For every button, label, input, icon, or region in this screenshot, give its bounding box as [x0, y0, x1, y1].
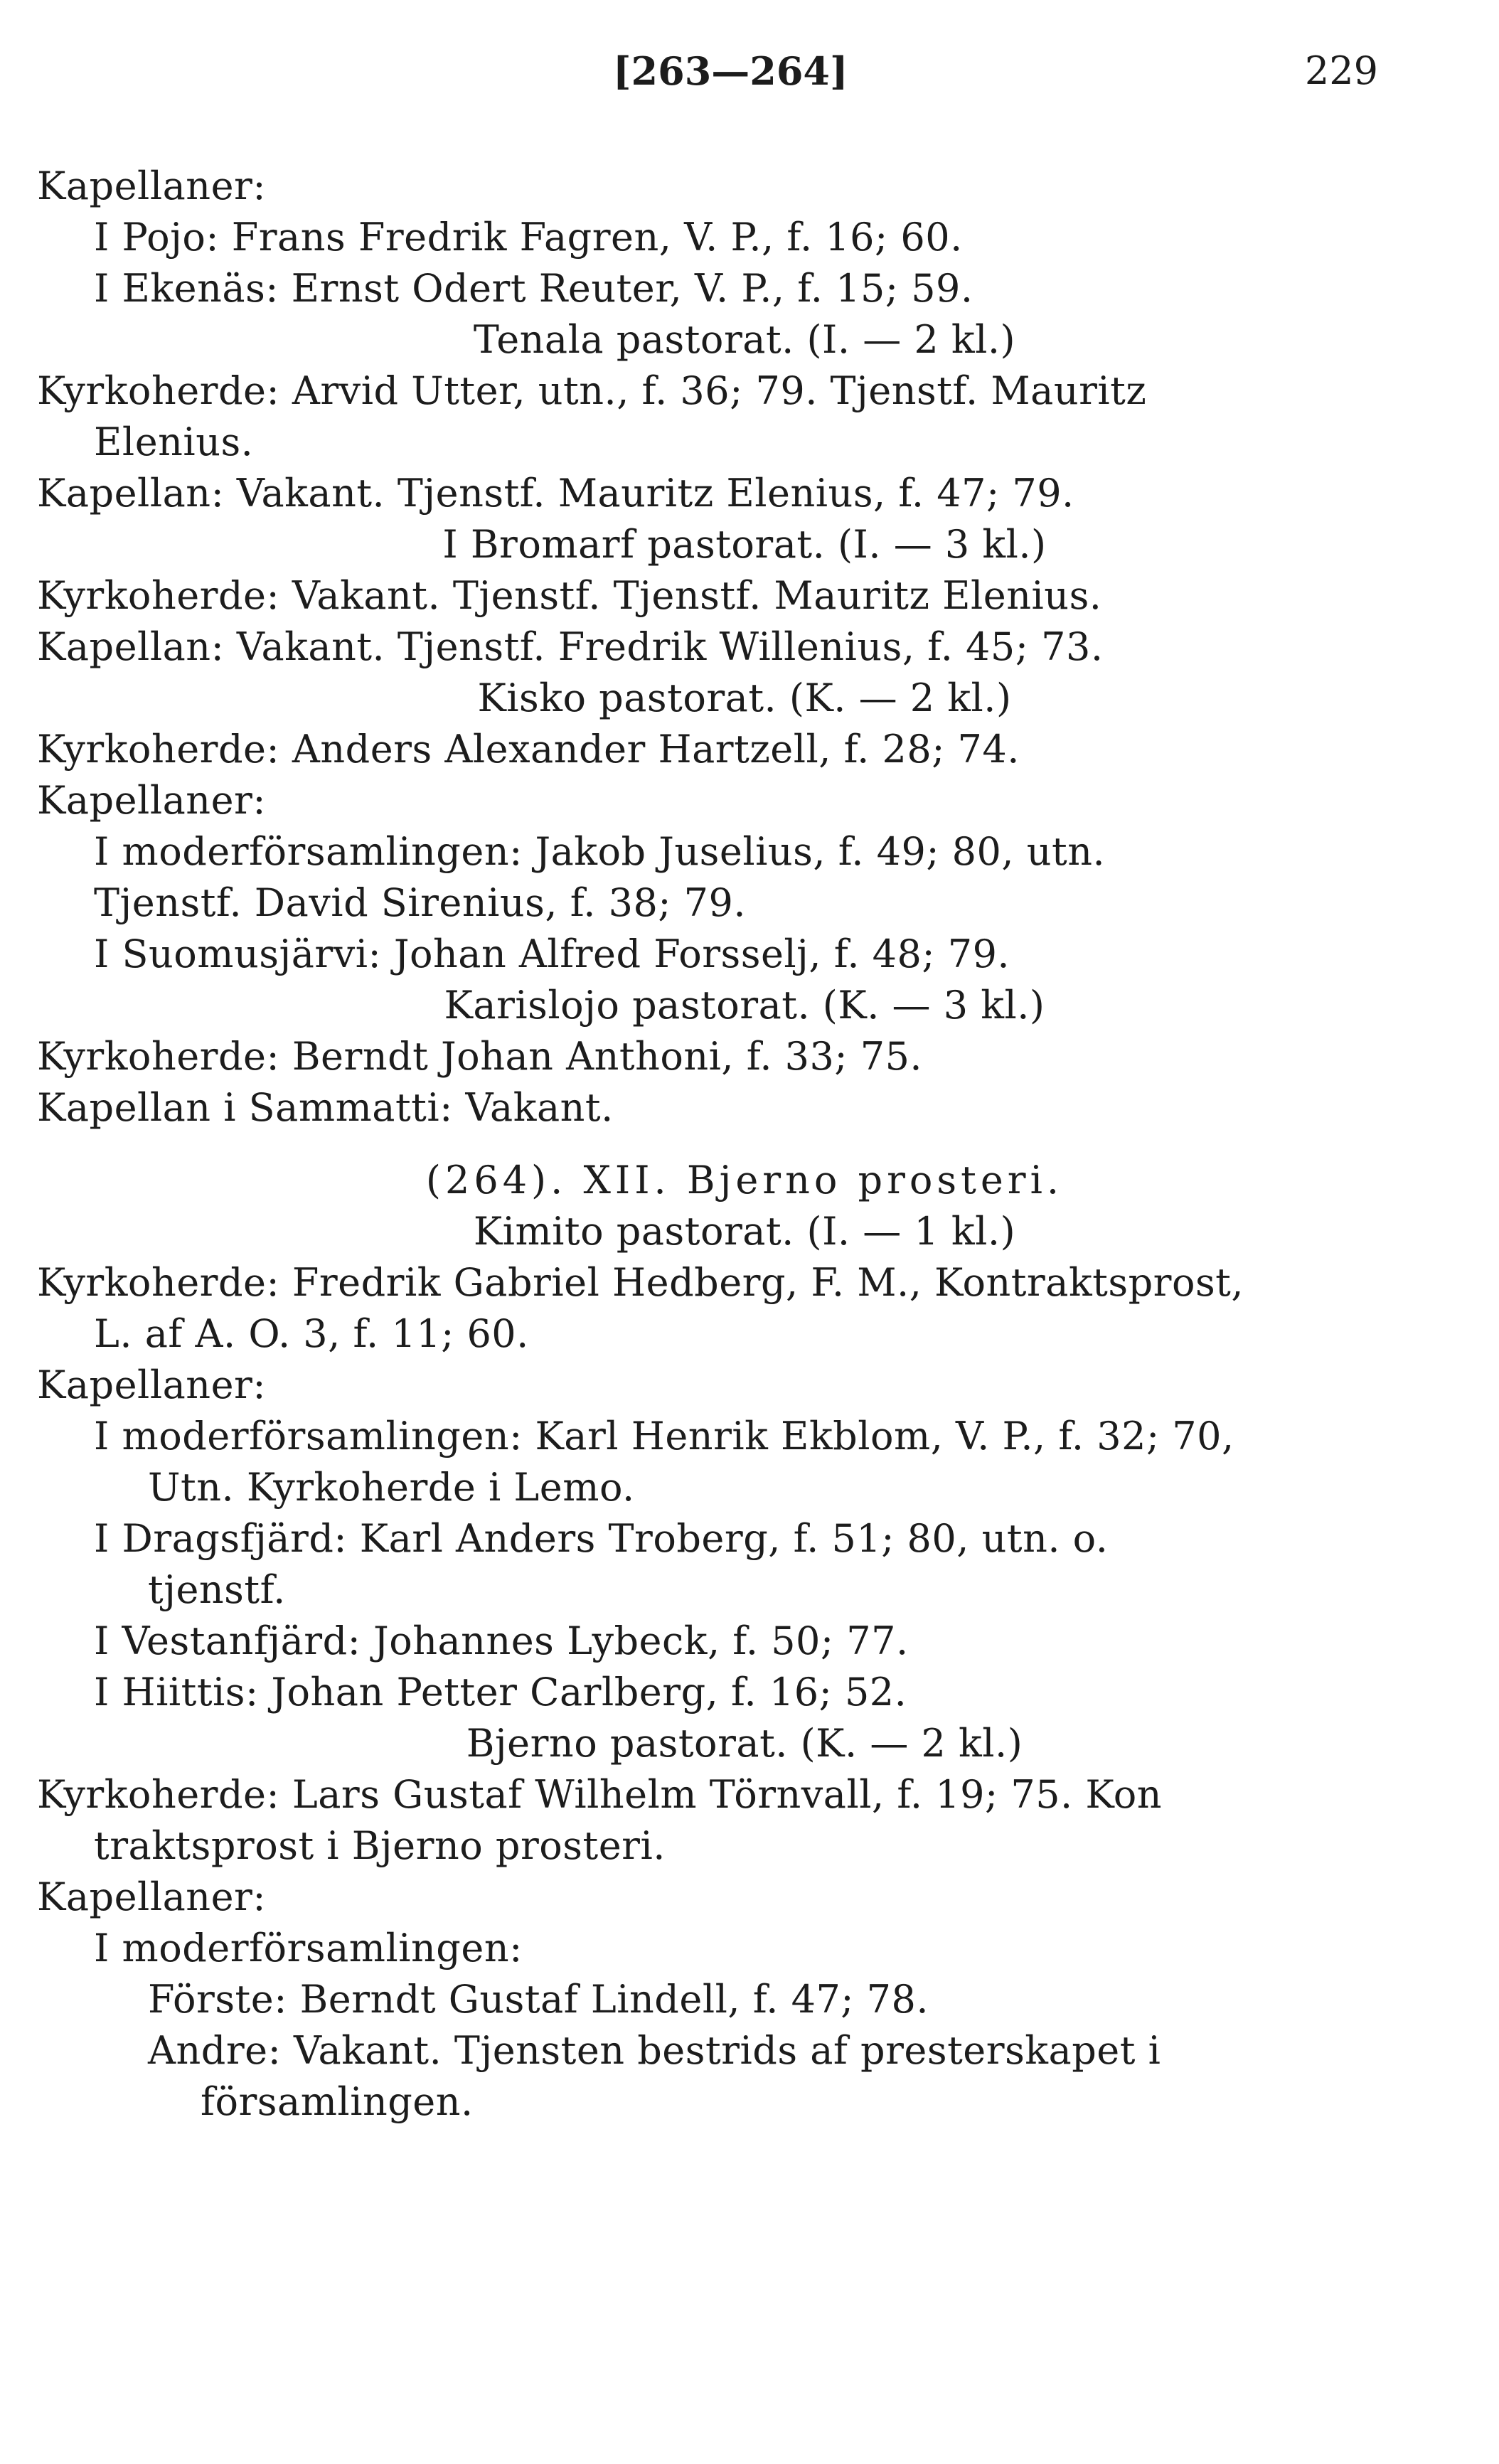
text-line: I Hiittis: Johan Petter Carlberg, f. 16; 52.: [94, 1670, 907, 1714]
page-number: 229: [1304, 48, 1378, 93]
text-line: I Vestanfjärd: Johannes Lybeck, f. 50; 77.: [94, 1618, 909, 1663]
text-line: Kapellan i Sammatti: Vakant.: [37, 1085, 614, 1130]
section-heading: Bjerno pastorat. (K. — 2 kl.): [466, 1721, 1023, 1766]
text-line: Förste: Berndt Gustaf Lindell, f. 47; 78.: [148, 1977, 929, 2022]
section-heading: Kisko pastorat. (K. — 2 kl.): [477, 676, 1012, 720]
text-line: Elenius.: [94, 420, 254, 464]
text-line: traktsprost i Bjerno prosteri.: [94, 1823, 666, 1868]
text-line: I Suomusjärvi: Johan Alfred Forsselj, f. 48; 79.: [94, 932, 1010, 976]
text-line: [37, 1134, 1452, 1155]
text-line: I moderförsamlingen: Karl Henrik Ekblom, V. P., f. 32; 70,: [94, 1414, 1234, 1458]
text-line: Tjenstf. David Sirenius, f. 38; 79.: [94, 880, 747, 925]
text-line: I Ekenäs: Ernst Odert Reuter, V. P., f. 15; 59.: [94, 266, 973, 311]
text-line: församlingen.: [201, 2079, 474, 2124]
text-line: Kyrkoherde: Vakant. Tjenstf. Tjenstf. Mauritz Elenius.: [37, 573, 1102, 618]
section-heading: Tenala pastorat. (I. — 2 kl.): [473, 317, 1016, 362]
text-line: Kapellaner:: [37, 164, 267, 208]
page-header: [0, 48, 1499, 105]
text-line: Kapellaner:: [37, 1362, 267, 1407]
text-line: Kyrkoherde: Lars Gustaf Wilhelm Törnvall, f. 19; 75. Kon: [37, 1772, 1163, 1817]
text-line: Kyrkoherde: Fredrik Gabriel Hedberg, F. M., Kontraktsprost,: [37, 1260, 1244, 1305]
text-line: I Dragsfjärd: Karl Anders Troberg, f. 51; 80, utn. o.: [94, 1516, 1109, 1561]
text-line: Kapellan: Vakant. Tjenstf. Mauritz Elenius, f. 47; 79.: [37, 471, 1074, 516]
text-line: L. af A. O. 3, f. 11; 60.: [94, 1311, 529, 1356]
section-heading: Kimito pastorat. (I. — 1 kl.): [473, 1209, 1016, 1254]
text-line: I moderförsamlingen:: [94, 1926, 523, 1970]
text-line: Andre: Vakant. Tjensten bestrids af presterskapet i: [148, 2028, 1161, 2073]
document-body: [37, 161, 1452, 2128]
text-line: Utn. Kyrkoherde i Lemo.: [148, 1465, 635, 1510]
section-heading: I Bromarf pastorat. (I. — 3 kl.): [442, 522, 1047, 567]
section-heading: Karislojo pastorat. (K. — 3 kl.): [444, 983, 1045, 1028]
section-heading: (264). XII. Bjerno prosteri.: [425, 1158, 1064, 1202]
text-line: I moderförsamlingen: Jakob Juselius, f. 49; 80, utn.: [94, 829, 1106, 874]
text-line: I Pojo: Frans Fredrik Fagren, V. P., f. 16; 60.: [94, 215, 963, 260]
text-line: Kapellaner:: [37, 778, 267, 823]
text-line: Kapellaner:: [37, 1874, 267, 1919]
text-line: Kyrkoherde: Berndt Johan Anthoni, f. 33; 75.: [37, 1034, 923, 1079]
text-line: Kapellan: Vakant. Tjenstf. Fredrik Willenius, f. 45; 73.: [37, 624, 1104, 669]
text-line: tjenstf.: [148, 1567, 286, 1612]
text-line: Kyrkoherde: Anders Alexander Hartzell, f. 28; 74.: [37, 727, 1020, 772]
page-range: [263—264]: [613, 48, 848, 94]
text-line: Kyrkoherde: Arvid Utter, utn., f. 36; 79. Tjenstf. Mauritz: [37, 368, 1147, 413]
